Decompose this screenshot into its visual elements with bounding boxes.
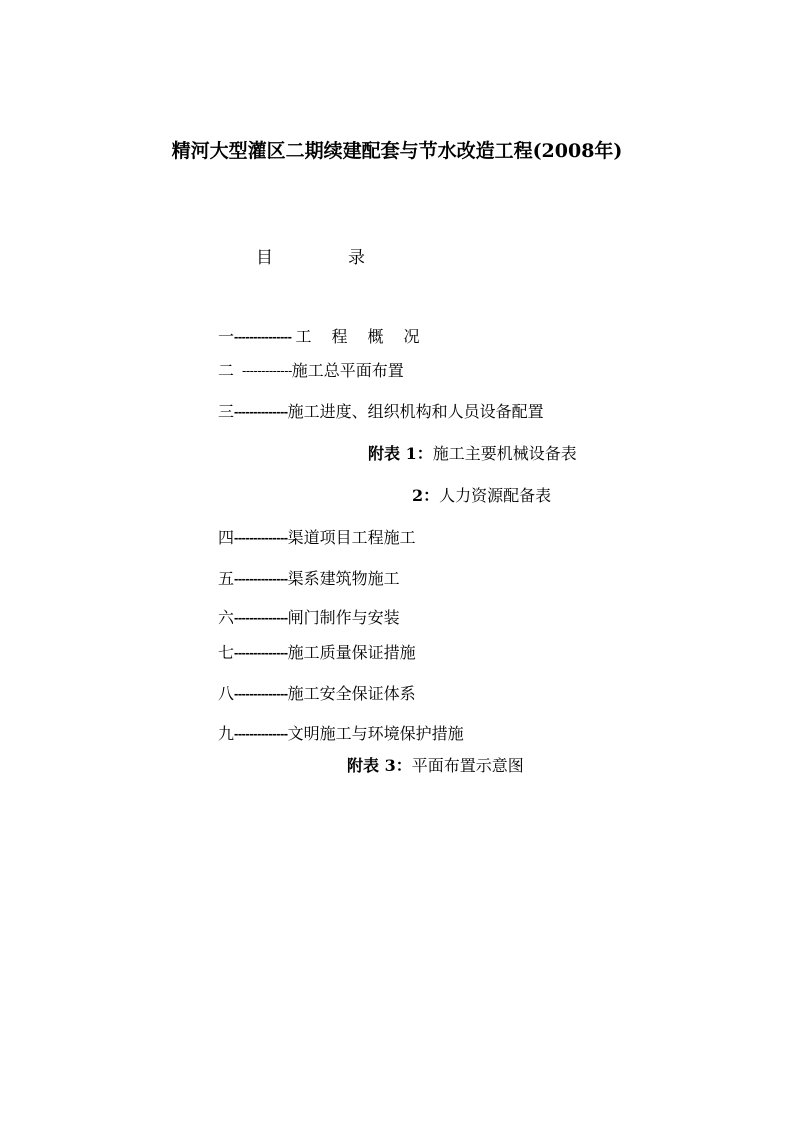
toc-leader-dashes: -------------- (234, 571, 288, 586)
toc-leader-dashes: -------------- (234, 686, 288, 701)
toc-item-7 (218, 643, 416, 663)
toc-leader-dashes: -------------- (234, 726, 288, 741)
toc-item-label: 渠系建筑物施工 (287, 569, 400, 588)
attachment-3 (347, 756, 524, 776)
toc-item-3 (218, 402, 544, 422)
toc-item-number: 七 (218, 643, 235, 662)
attachment-label: 平面布置示意图 (411, 756, 524, 775)
toc-item-label: 闸门制作与安装 (287, 608, 400, 627)
toc-leader-dashes: -------------- (234, 404, 288, 419)
toc-heading-mu: 目 (256, 248, 273, 268)
attachment-1 (368, 444, 577, 464)
toc-leader-dashes: -------------- (234, 530, 288, 545)
attachment-prefix: 附表 3： (347, 756, 412, 775)
toc-item-number: 五 (218, 569, 235, 588)
toc-item-label: 施工进度、组织机构和人员设备配置 (287, 402, 544, 421)
attachment-label: 施工主要机械设备表 (432, 444, 577, 463)
toc-item-6 (218, 608, 400, 628)
toc-item-number: 八 (218, 684, 235, 703)
toc-item-label: 施工总平面布置 (291, 361, 404, 380)
document-title: 精河大型灌区二期续建配套与节水改造工程(2008年) (171, 140, 623, 162)
toc-item-number: 一 (218, 327, 235, 346)
toc-item-9 (218, 724, 464, 744)
toc-item-label: 施工安全保证体系 (287, 684, 416, 703)
toc-leader-dashes: ------------- (242, 363, 292, 378)
attachment-2 (412, 486, 551, 506)
toc-item-2 (218, 361, 404, 381)
attachment-prefix: 附表 1： (368, 444, 433, 463)
toc-item-8 (218, 684, 416, 704)
toc-item-number: 九 (218, 724, 235, 743)
toc-item-4 (218, 528, 416, 548)
toc-item-1 (218, 327, 439, 347)
toc-item-label: 施工质量保证措施 (287, 643, 416, 662)
toc-item-label: 渠道项目工程施工 (287, 528, 416, 547)
toc-leader-dashes: -------------- (234, 610, 288, 625)
toc-item-number: 二 (218, 361, 235, 380)
toc-leader-dashes: -------------- (234, 645, 288, 660)
attachment-prefix: 2： (412, 486, 440, 505)
toc-item-label: 文明施工与环境保护措施 (287, 724, 464, 743)
toc-leader-dashes: --------------- (234, 329, 292, 344)
toc-item-number: 三 (218, 402, 235, 421)
attachment-label: 人力资源配备表 (439, 486, 552, 505)
toc-heading-lu: 录 (348, 248, 365, 268)
toc-item-number: 四 (218, 528, 235, 547)
toc-item-label: 工程概况 (295, 327, 440, 346)
toc-item-5 (218, 569, 400, 589)
toc-item-number: 六 (218, 608, 235, 627)
